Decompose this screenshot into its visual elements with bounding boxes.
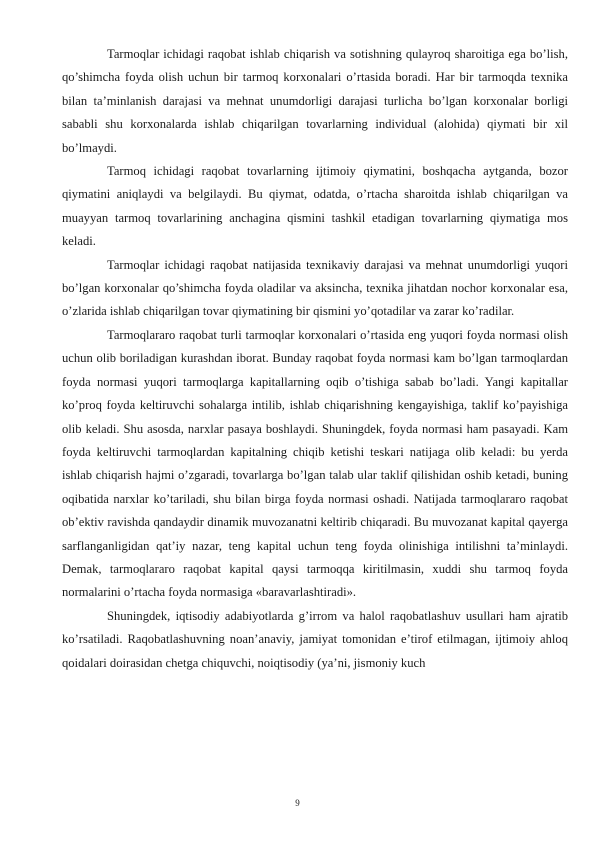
paragraph-fair-unfair-competition: Shuningdek, iqtisodiy adabiyotlarda g’irrom va halol raqobatlashuv usullari ham ajratib ko’rsatiladi. Raqobatlashuvning noan’anaviy, jamiyat tomonidan e’tirof etilmagan, ijtimoiy ahloq qoidalari doirasidan chetga chiquvchi, noiqtisodiy (ya’ni, jismoniy kuch: [62, 608, 568, 670]
paragraph-extra-profit: Tarmoqlar ichidagi raqobat natijasida texnikaviy darajasi va mehnat unumdorligi yuqori bo’lgan korxonalar qo’shimcha foyda oladilar va aksincha, texnika jihatdan nochor korxonalar esa, o’zlarida ishlab chiqarilgan tovar qiymatining bir qismini yo’qotadilar va zarar ko’radilar.: [62, 257, 568, 319]
paragraph-intra-industry-competition: Tarmoqlar ichidagi raqobat ishlab chiqarish va sotishning qulayroq sharoitiga ega bo’lish, qo’shimcha foyda olish uchun bir tarmoq korxonalari o’rtasida boradi. Har bir tarmoqda texnika bilan ta’minlanish darajasi va mehnat unumdorligi darajasi turlicha bo’lgan korxonalar borligi sababli shu korxonalarda ishlab chiqarilgan tovarlarning individual (alohida) qiymati bir xil bo’lmaydi.: [62, 47, 568, 155]
paragraph-market-value: Tarmoq ichidagi raqobat tovarlarning ijtimoiy qiymatini, boshqacha aytganda, bozor qiymatini aniqlaydi va belgilaydi. Bu qiymat, odatda, o’rtacha sharoitda ishlab chiqarilgan va muayyan tarmoq tovarlarining anchagina qismini tashkil etadigan tovarlarning qiymatiga mos keladi.: [62, 164, 568, 249]
document-body: [62, 43, 568, 675]
page-number: 9: [295, 798, 300, 808]
paragraph-inter-industry-competition: Tarmoqlararo raqobat turli tarmoqlar korxonalari o’rtasida eng yuqori foyda normasi olish uchun olib boriladigan kurashdan iborat. Bunday raqobat foyda normasi kam bo’lgan tarmoqlardan foyda normasi yuqori tarmoqlarga kapitallarning oqib o’tishiga sabab bo’ladi. Yangi kapitallar ko’proq foyda keltiruvchi sohalarga intilib, ishlab chiqarishning kengayishiga, taklif ko’payishiga olib keladi. Shu asosda, narxlar pasaya boshlaydi. Shuningdek, foyda normasi ham pasayadi. Kam foyda keltiruvchi tarmoqlardan kapitalning chiqib ketishi teskari natijaga olib keladi: bu yerda ishlab chiqarish hajmi o’zgaradi, tovarlarga bo’lgan talab ular taklif qilishidan oshib ketadi, buning oqibatida narxlar ko’tariladi, shu bilan birga foyda normasi oshadi. Natijada tarmoqlararo raqobat ob’ektiv ravishda qandaydir dinamik muvozanatni keltirib chiqaradi. Bu muvozanat kapital qayerga sarflanganligidan qat’iy nazar, teng kapital uchun teng foyda olinishiga intilishni ta’minlaydi. Demak, tarmoqlararo raqobat kapital qaysi tarmoqqa kiritilmasin, xuddi shu tarmoq foyda normalarini o’rtacha foyda normasiga «baravarlashtiradi».: [62, 327, 568, 600]
